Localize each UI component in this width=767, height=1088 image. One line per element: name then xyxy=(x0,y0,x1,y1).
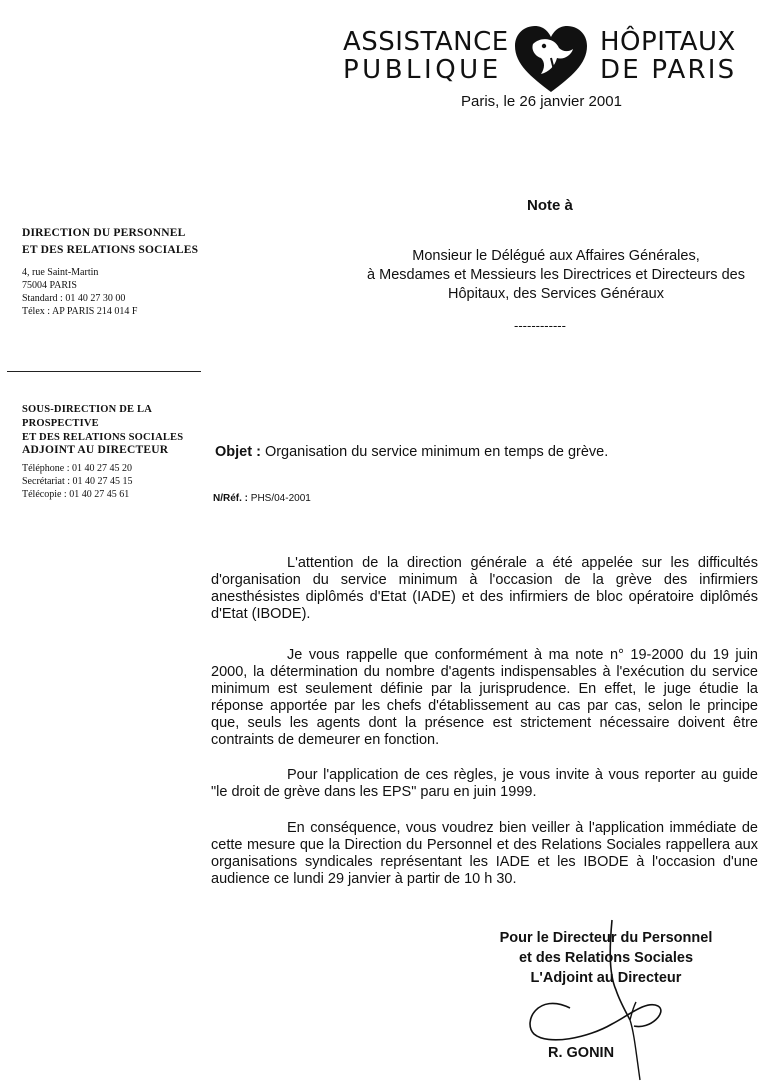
recipients-block xyxy=(356,247,756,304)
letterhead-assistance: ASSISTANCE xyxy=(343,27,509,57)
heart-bird-logo-icon xyxy=(511,22,591,96)
body-paragraph: L'attention de la direction générale a été appelée sur les difficultés d'organisation du service minimum à l'occasion de la grève des infirmiers anesthésistes diplômés d'Etat (IADE) et des infirmiers de bloc opératoire diplômés d'Etat (IBODE). xyxy=(211,555,758,622)
sender-subdirection: SOUS-DIRECTION DE LA PROSPECTIVE ET DES RELATIONS SOCIALES xyxy=(22,404,184,443)
recipient-line: à Mesdames et Messieurs les Directrices et Directeurs des xyxy=(367,267,745,283)
note-title: Note à xyxy=(527,197,573,214)
recipient-line: Hôpitaux, des Services Généraux xyxy=(448,286,664,302)
reference-line: N/Réf. : PHS/04-2001 xyxy=(213,493,311,504)
sender-direction: DIRECTION DU PERSONNEL ET DES RELATIONS SOCIALES xyxy=(22,227,199,256)
body-paragraph: En conséquence, vous voudrez bien veiller à l'application immédiate de cette mesure que la Direction du Personnel et des Relations Sociales rappellera aux organisations syndicales représentant les IADE et les IBODE à l'occasion d'une audience ce lundi 29 janvier à partir de 10 h 30. xyxy=(211,820,758,887)
letterhead-publique: PUBLIQUE xyxy=(343,55,502,85)
subject-line: Objet : Organisation du service minimum en temps de grève. xyxy=(215,444,609,460)
body-paragraph: Pour l'application de ces règles, je vous invite à vous reporter au guide "le droit de grève dans les EPS" paru en juin 1999. xyxy=(211,767,758,800)
signature-block: Pour le Directeur du Personnel et des Relations Sociales L'Adjoint au Directeur xyxy=(499,930,713,986)
left-divider xyxy=(7,371,201,372)
sender-contacts: Téléphone : 01 40 27 45 20 Secrétariat : 01 40 27 45 15 Télécopie : 01 40 27 45 61 xyxy=(22,463,133,500)
letterhead-hopitaux: HÔPITAUX xyxy=(600,27,736,57)
letter-date: Paris, le 26 janvier 2001 xyxy=(461,93,622,110)
separator: ------------ xyxy=(514,318,566,333)
body-paragraph: Je vous rappelle que conformément à ma note n° 19-2000 du 19 juin 2000, la détermination du nombre d'agents indispensables à l'exécution du service minimum est seulement définie par la jurisprudence. En effet, le juge étudie la réponse apportée par les chefs d'établissement au cas par cas, selon le principe que, seuls les agents dont la présence est strictement nécessaire doivent être contraints de demeurer en fonction. xyxy=(211,647,758,748)
signatory-name: R. GONIN xyxy=(548,1045,615,1061)
letterhead-de-paris: DE PARIS xyxy=(600,55,737,85)
sender-address: 4, rue Saint-Martin 75004 PARIS Standard : 01 40 27 30 00 Télex : AP PARIS 214 014 F xyxy=(22,267,138,317)
recipient-line: Monsieur le Délégué aux Affaires Générales, xyxy=(412,248,700,264)
sender-adjoint: ADJOINT AU DIRECTEUR xyxy=(22,444,169,456)
handwritten-signature-icon xyxy=(508,912,708,1088)
